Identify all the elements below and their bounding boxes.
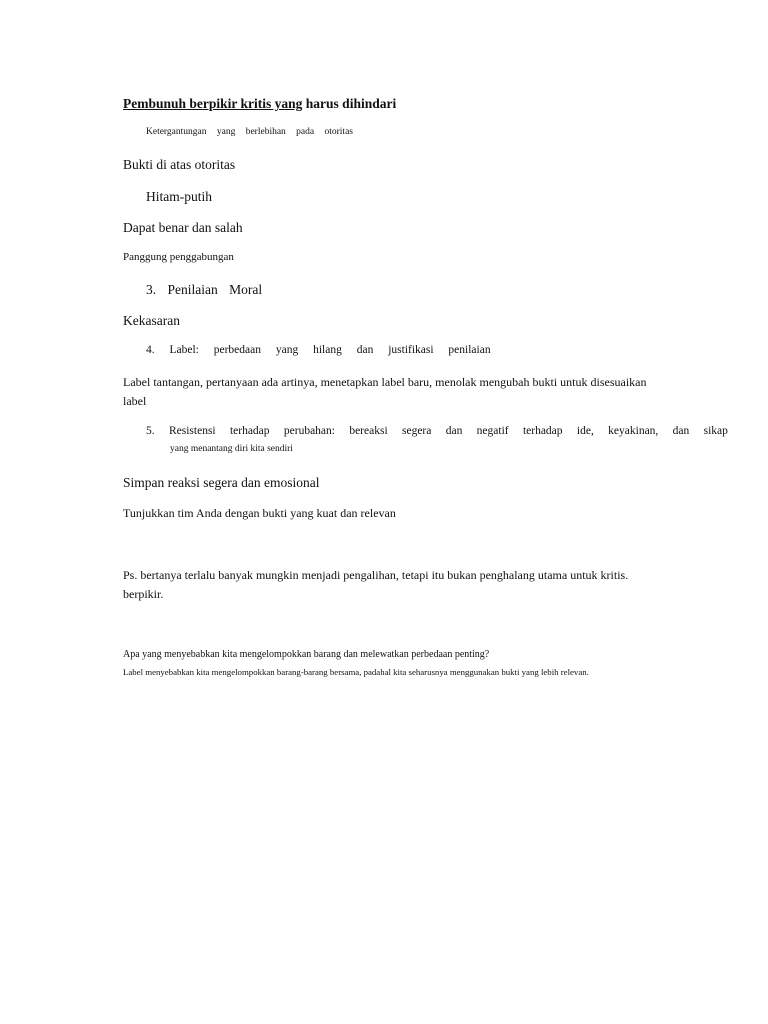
line-true-false: Dapat benar dan salah [123, 220, 243, 235]
line-evidence-over-authority: Bukti di atas otoritas [123, 157, 236, 172]
word: keyakinan, [608, 425, 659, 437]
word: dan [445, 425, 463, 437]
document-title [123, 97, 396, 111]
line-question: Apa yang menyebabkan kita mengelompokkan barang dan melewatkan perbedaan penting? [123, 649, 490, 660]
word: perubahan: [283, 425, 335, 437]
word: dan [672, 425, 690, 437]
line-label-challenge: Label tantangan, pertanyaan ada artinya, menetapkan label baru, menolak mengubah bukti untuk disesuaikan [123, 375, 647, 389]
line-black-white: Hitam-putih [146, 189, 212, 204]
word: negatif [476, 425, 509, 437]
line-rudeness: Kekasaran [123, 313, 180, 328]
line-ps-cont: berpikir. [123, 587, 164, 601]
line-save-reaction: Simpan reaksi segera dan emosional [123, 475, 320, 490]
word: segera [402, 425, 432, 437]
word: ide, [576, 425, 594, 437]
word: terhadap [522, 425, 563, 437]
line-show-team: Tunjukkan tim Anda dengan bukti yang kuat dan relevan [123, 506, 396, 520]
word: terhadap [229, 425, 270, 437]
line-label-cont: label [123, 394, 147, 408]
title-rest: harus dihindari [302, 96, 397, 111]
line-dependence-authority: Ketergantungan yang berlebihan pada otoritas [146, 127, 353, 137]
title-underlined: Pembunuh berpikir kritis yang [123, 96, 303, 111]
word: sikap [703, 425, 728, 437]
line-ps-note: Ps. bertanya terlalu banyak mungkin menjadi pengalihan, tetapi itu bukan penghalang utama untuk kritis. [123, 568, 629, 582]
word: bereaksi [349, 425, 388, 437]
word: 5. [146, 425, 155, 437]
line-moral-judgment: 3. Penilaian Moral [146, 282, 263, 297]
line-resistance-cont: yang menantang diri kita sendiri [170, 444, 293, 454]
line-label-heading: 4. Label: perbedaan yang hilang dan justifikasi penilaian [146, 344, 491, 356]
line-answer: Label menyebabkan kita mengelompokkan barang-barang bersama, padahal kita seharusnya menggunakan bukti yang lebih relevan. [123, 667, 589, 677]
line-merging-stage: Panggung penggabungan [123, 251, 234, 263]
line-resistance-heading [146, 426, 728, 438]
word: Resistensi [168, 425, 216, 437]
